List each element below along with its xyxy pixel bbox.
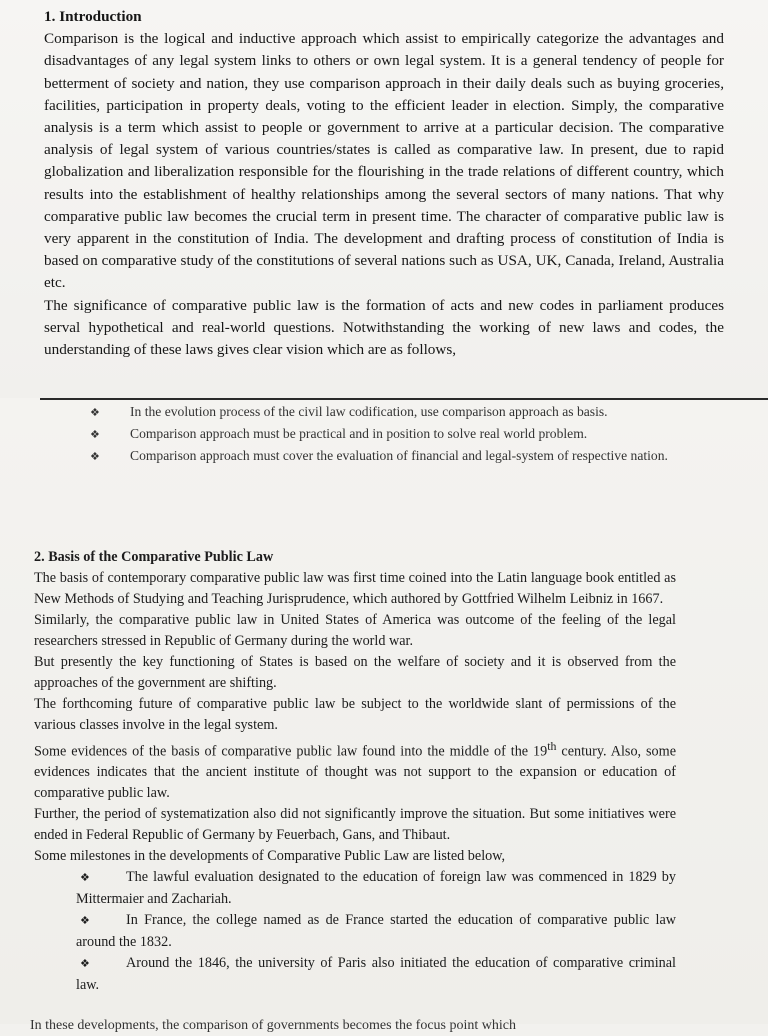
- bullet-item: [84, 446, 678, 468]
- basis-paragraph: Further, the period of systematization also did not significantly improve the situation. But some initiatives were ended in Federal Republic of Germany by Feuerbach, Gans, and Thibaut.: [34, 806, 676, 844]
- section-heading-introduction: 1. Introduction: [44, 8, 142, 25]
- basis-paragraph-century: [34, 736, 676, 805]
- basis-section: [34, 547, 676, 996]
- diamond-bullet-icon: ❖: [80, 957, 90, 970]
- section-divider-line: [40, 398, 768, 400]
- basis-paragraph: But presently the key functioning of States is based on the welfare of society and it is observed from the approaches of the government are shifting.: [34, 653, 676, 691]
- diamond-bullet-icon: ❖: [90, 407, 100, 419]
- bullet-item: [84, 424, 678, 446]
- basis-paragraph: The basis of contemporary comparative public law was first time coined into the Latin language book entitled as New Methods of Studying and Teaching Jurisprudence, which authored by Gottfried Wilhelm Leibniz in 1667.: [34, 569, 676, 607]
- bullet-item: [84, 402, 678, 424]
- bullet-text: Around the 1846, the university of Paris also initiated the education of comparative criminal law.: [76, 954, 676, 993]
- ordinal-superscript: th: [547, 738, 557, 753]
- diamond-bullet-icon: ❖: [80, 914, 90, 927]
- bullet-text: Comparison approach must be practical and in position to solve real world problem.: [130, 425, 588, 441]
- bullet-text: In France, the college named as de France started the education of comparative public law around the 1832.: [76, 911, 676, 950]
- diamond-bullet-icon: ❖: [90, 450, 100, 463]
- century-text-before: Some evidences of the basis of comparative public law found into the middle of the 19: [34, 743, 548, 760]
- section-heading-basis: 2. Basis of the Comparative Public Law: [34, 549, 274, 565]
- cut-off-bottom-line: In these developments, the comparison of governments becomes the focus point which: [30, 1018, 516, 1033]
- bullet-item: [76, 953, 676, 996]
- bullet-text: Comparison approach must cover the evaluation of financial and legal-system of respective nation.: [130, 447, 668, 463]
- intro-paragraph-1: Comparison is the logical and inductive approach which assist to empirically categorize the advantages and disadvantages of any legal system links to others or own legal system. It is a general tendency of people for betterment of society and nation, they use comparison approach in their daily deals such as buying groceries, facilities, participation in property deals, voting to the efficient leader in election. Simply, the comparative analysis is a term which assist to people or government to arrive at a particular decision. The comparative analysis of legal system of various countries/states is called as comparative law. In present, due to rapid globalization and liberalization responsible for the flourishing in the trade relations of different country, which results into the establishment of healthy relationships among the several sectors of many nations. That why comparative public law becomes the crucial term in present time. The character of comparative public law is very apparent in the constitution of India. The development and drafting process of constitution of India is based on comparative study of the constitutions of several nations such as USA, UK, Canada, Ireland, Australia etc.: [44, 30, 724, 292]
- intro-paragraph-2: The significance of comparative public law is the formation of acts and new codes in parliament produces serval hypothetical and real-world questions. Notwithstanding the working of new laws and codes, the understanding of these laws gives clear vision which are as follows,: [44, 296, 724, 359]
- bullet-text: In the evolution process of the civil law codification, use comparison approach as basis.: [130, 404, 608, 419]
- bullet-text: The lawful evaluation designated to the education of foreign law was commenced in 1829 by Mittermaier and Zachariah.: [76, 869, 676, 907]
- diamond-bullet-icon: ❖: [80, 872, 90, 885]
- basis-paragraph: The forthcoming future of comparative public law be subject to the worldwide slant of permissions of the various classes involve in the legal system.: [34, 695, 676, 733]
- basis-paragraph: Some milestones in the developments of Comparative Public Law are listed below,: [34, 848, 506, 865]
- introduction-section: [44, 6, 724, 361]
- basis-paragraph: Similarly, the comparative public law in United States of America was outcome of the feeling of the legal researchers stressed in Republic of Germany during the world war.: [34, 611, 676, 649]
- bullet-item: [76, 910, 676, 953]
- diamond-bullet-icon: ❖: [90, 428, 100, 441]
- introduction-bullet-list: [84, 402, 678, 467]
- century-text-after: century. Also, some evidences indicates that the ancient institute of thought was not support to the expansion or education of comparative public law.: [34, 743, 676, 802]
- milestones-bullet-list: [34, 867, 676, 996]
- bullet-item: [76, 867, 676, 910]
